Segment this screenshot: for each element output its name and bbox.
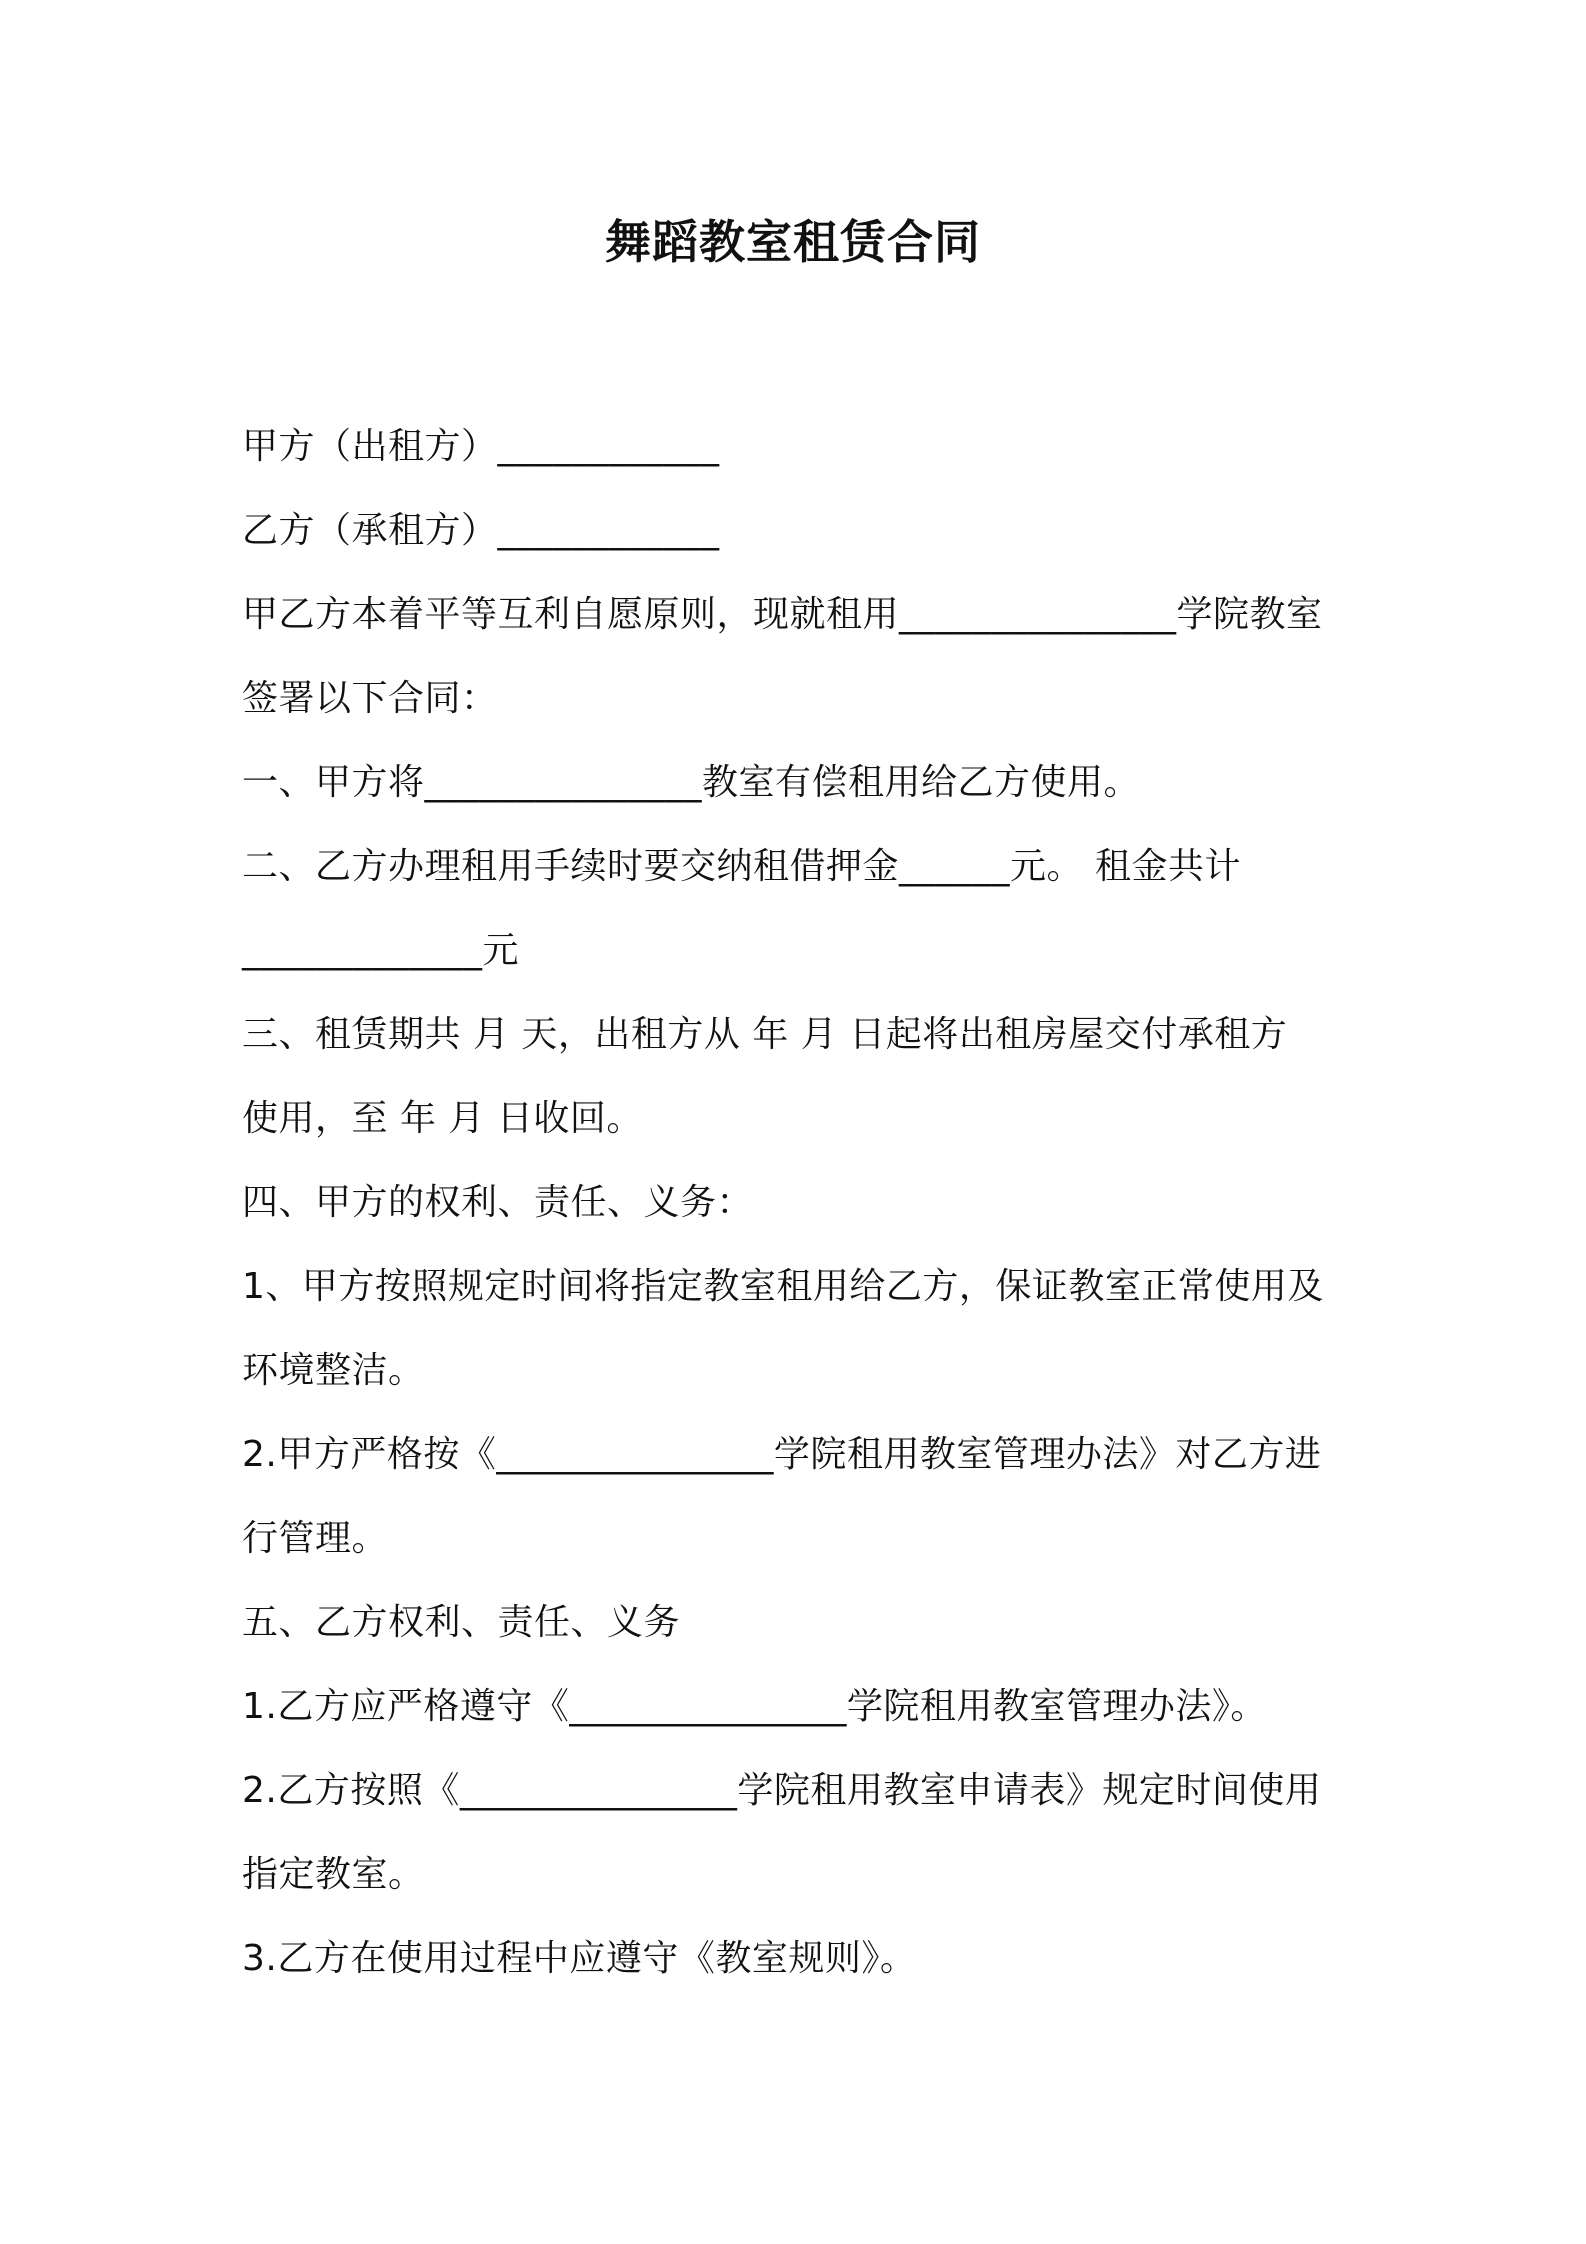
clause-1-line: 一、甲方将_______________教室有偿租用给乙方使用。 [242, 762, 1141, 803]
preamble-line-1: 甲乙方本着平等互利自愿原则，现就租用_______________学院教室 [242, 594, 1323, 635]
clause-2-line-2: _____________元 [242, 930, 519, 971]
contract-body [242, 405, 1362, 2001]
preamble-line-2: 签署以下合同： [242, 678, 498, 719]
clause-4-item-2-line-2: 行管理。 [242, 1518, 389, 1559]
clause-4-item-1-line-2: 环境整洁。 [242, 1350, 425, 1391]
clause-5-item-3-line: 3.乙方在使用过程中应遵守《教室规则》。 [242, 1938, 917, 1979]
clause-3-line-1: 三、租赁期共 月 天，出租方从 年 月 日起将出租房屋交付承租方 [242, 1014, 1288, 1055]
clause-4-item-2-line-1: 2.甲方严格按《_______________学院租用教室管理办法》对乙方进 [242, 1434, 1322, 1475]
clause-5-item-2-line-1: 2.乙方按照《_______________学院租用教室申请表》规定时间使用 [242, 1770, 1322, 1811]
document-title: 舞蹈教室租赁合同 [605, 215, 981, 269]
clause-5-heading: 五、乙方权利、责任、义务 [242, 1602, 681, 1643]
clause-5-item-2-line-2: 指定教室。 [242, 1854, 425, 1895]
party-a-line: 甲方（出租方）____________ [242, 426, 720, 467]
party-b-line: 乙方（承租方）____________ [242, 510, 720, 551]
clause-5-item-1-line: 1.乙方应严格遵守《_______________学院租用教室管理办法》。 [242, 1686, 1267, 1727]
clause-4-heading: 四、甲方的权利、责任、义务： [242, 1182, 754, 1223]
clause-4-item-1-line-1: 1、甲方按照规定时间将指定教室租用给乙方，保证教室正常使用及 [242, 1266, 1324, 1307]
clause-3-line-2: 使用，至 年 月 日收回。 [242, 1098, 643, 1139]
clause-2-line-1: 二、乙方办理租用手续时要交纳租借押金______元。 租金共计 [242, 846, 1241, 887]
